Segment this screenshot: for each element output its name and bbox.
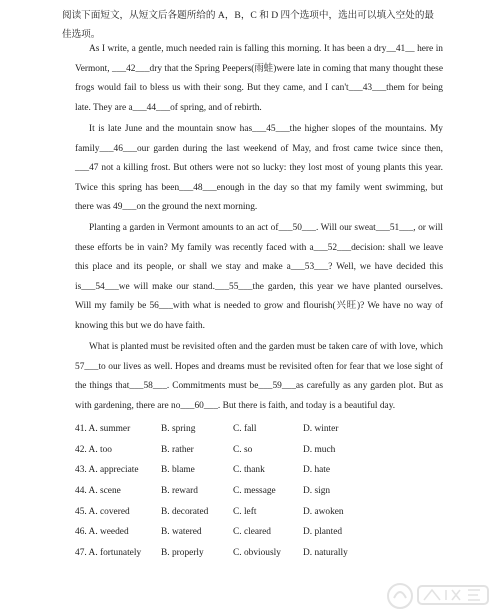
paragraph-1-text: As I write, a gentle, much needed rain is falling this morning. It has been a dry__41__ here in Vermont, ___42___dry that the Spring Peepers(雨蛙)were late in coming that many thought these frogs would fail to bless us with their song. But they came, and I can't___43___them for being late. They are a___44___of spring, and of rebirth. bbox=[75, 44, 443, 113]
option-d: D. planted bbox=[303, 527, 343, 538]
paragraph-3-text: Planting a garden in Vermont amounts to an act of___50___. Will our sweat___51___, or will these efforts be in vain? My family was recently faced with a___52___decision: shall we leave this place and its people, or shall we stay and make a___53___? Well, we have decided this is___54___we will make our stand.___55___the garden, this year we have planted ourselves. Will my family be 56___with what is needed to grow and flourish(兴旺)? We have no way of knowing this but we do have faith. bbox=[75, 223, 443, 331]
option-row-45 bbox=[75, 501, 455, 522]
option-d: D. much bbox=[303, 444, 336, 455]
option-row-44 bbox=[75, 481, 455, 502]
option-d: D. sign bbox=[303, 486, 331, 497]
option-c: C. left bbox=[233, 506, 257, 517]
option-a: 47. A. fortunately bbox=[75, 547, 142, 558]
option-row-43 bbox=[75, 460, 455, 481]
option-a: 41. A. summer bbox=[75, 424, 131, 435]
option-c: C. cleared bbox=[233, 527, 271, 538]
paragraph-2 bbox=[75, 120, 443, 218]
paragraph-3 bbox=[75, 219, 443, 337]
option-b: B. properly bbox=[161, 547, 204, 558]
option-a: 46. A. weeded bbox=[75, 527, 129, 538]
option-row-42 bbox=[75, 440, 455, 461]
option-d: D. naturally bbox=[303, 547, 348, 558]
paragraph-2-text: It is late June and the mountain snow has___45___the higher slopes of the mountains. My family___46___our garden during the last weekend of May, and frost came twice since then, ___47 not a killing frost. But others were not so lucky: they lost most of young plants this year. Twice this spring has been___48___enough in the day so that my family went swimming, but there was 49___on the ground the next morning. bbox=[75, 124, 443, 213]
option-d: D. winter bbox=[303, 424, 339, 435]
paragraph-4 bbox=[75, 338, 443, 416]
answer-site-watermark-icon bbox=[384, 576, 496, 612]
option-d: D. awoken bbox=[303, 506, 344, 517]
option-a: 44. A. scene bbox=[75, 486, 121, 497]
option-b: B. rather bbox=[161, 444, 194, 455]
option-row-41 bbox=[75, 419, 455, 440]
option-b: B. watered bbox=[161, 527, 202, 538]
option-c: C. obviously bbox=[233, 547, 281, 558]
paragraph-4-text: What is planted must be revisited often and the garden must be taken care of with love, which 57___to our lives as well. Hopes and dreams must be revisited often for fear that we lose sight of the things that___58___. Commitments must be___59___as carefully as any garden plot. But as with gardening, there are no___60___. But there is faith, and today is a beautiful day. bbox=[75, 342, 443, 411]
option-c: C. so bbox=[233, 444, 253, 455]
paragraph-1 bbox=[75, 40, 443, 118]
option-row-46 bbox=[75, 522, 455, 543]
option-b: B. blame bbox=[161, 465, 195, 476]
option-b: B. decorated bbox=[161, 506, 209, 517]
option-c: C. fall bbox=[233, 424, 257, 435]
instructions: 阅读下面短文，从短文后各题所给的 A，B，C 和 D 四个选项中，选出可以填入空处的最佳选项。 bbox=[62, 10, 435, 40]
option-a: 45. A. covered bbox=[75, 506, 130, 517]
option-row-47 bbox=[75, 543, 455, 564]
option-b: B. spring bbox=[161, 424, 196, 435]
option-b: B. reward bbox=[161, 486, 198, 497]
answer-options bbox=[75, 419, 455, 563]
option-a: 42. A. too bbox=[75, 444, 112, 455]
option-d: D. hate bbox=[303, 465, 331, 476]
option-c: C. thank bbox=[233, 465, 265, 476]
option-a: 43. A. appreciate bbox=[75, 465, 139, 476]
option-c: C. message bbox=[233, 486, 276, 497]
